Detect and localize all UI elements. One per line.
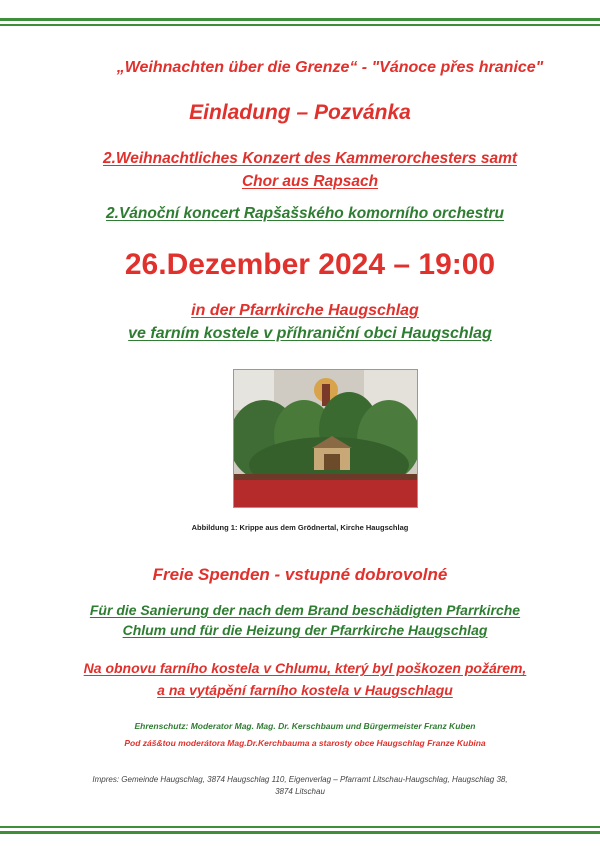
concert-cz: 2.Vánoční koncert Rapšašského komorního orchestru (106, 205, 504, 222)
bottom-border (0, 826, 600, 834)
purpose-cz-line1: Na obnovu farního kostela v Chlumu, který byl poškozen požárem, (83, 660, 527, 676)
venue-cz: ve farním kostele v příhraniční obci Haugschlag (128, 325, 492, 342)
purpose-de-line2: Chlum und für die Heizung der Pfarrkirche Haugschlag (122, 622, 488, 638)
invitation-title: Einladung – Pozvánka (189, 101, 411, 124)
purpose-de-line1: Für die Sanierung der nach dem Brand beschädigten Pfarrkirche (89, 602, 521, 618)
patronage-de: Ehrenschutz: Moderator Mag. Mag. Dr. Kerschbaum und Bürgermeister Franz Kuben (134, 721, 476, 731)
imprint-line2: 3874 Litschau (275, 787, 325, 796)
photo-caption: Abbildung 1: Krippe aus dem Grödnertal, Kirche Haugschlag (191, 523, 409, 532)
header-line: „Weihnachten über die Grenze“ - "Vánoce přes hranice" (116, 59, 544, 76)
top-border (0, 18, 600, 26)
venue-de: in der Pfarrkirche Haugschlag (191, 302, 419, 319)
concert-de-line1: 2.Weihnachtliches Konzert des Kammerorchesters samt (102, 150, 518, 167)
nativity-crib-photo (233, 369, 418, 508)
imprint-line1: Impres: Gemeinde Haugschlag, 3874 Haugschlag 110, Eigenverlag – Pfarramt Litschau-Haugschlag, Haugschlag 38, (92, 775, 508, 784)
date-time: 26.Dezember 2024 – 19:00 (124, 248, 496, 281)
patronage-cz: Pod záš&tou moderátora Mag.Dr.Kerchbauma a starosty obce Haugschlag Franze Kubina (124, 738, 486, 748)
purpose-cz-line2: a na vytápění farního kostela v Haugschlagu (157, 682, 453, 698)
concert-de-line2: Chor aus Rapsach (241, 173, 379, 190)
donations-line: Freie Spenden - vstupné dobrovolné (152, 565, 448, 584)
